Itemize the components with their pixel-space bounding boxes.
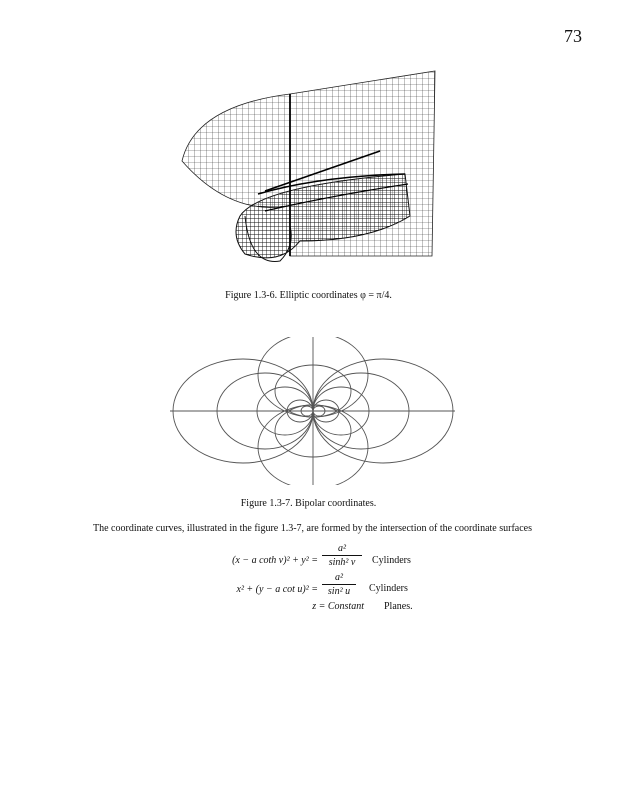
equation-2-fraction bbox=[322, 572, 356, 597]
equation-2-label: Cylinders bbox=[369, 583, 408, 594]
equation-1-lhs: (x − a coth v)² + y² = bbox=[232, 555, 318, 566]
equation-1-numerator: a² bbox=[322, 543, 362, 556]
equation-2-lhs: x² + (y − a cot u)² = bbox=[236, 584, 318, 595]
figure1-caption: Figure 1.3-6. Elliptic coordinates φ = π/4. bbox=[225, 290, 392, 301]
equation-1-label: Cylinders bbox=[372, 555, 411, 566]
equation-1-fraction bbox=[322, 543, 362, 568]
equation-3-label: Planes. bbox=[384, 601, 413, 612]
body-paragraph: The coordinate curves, illustrated in the figure 1.3-7, are formed by the intersection of the coordinate surfaces bbox=[93, 523, 532, 534]
equation-1 bbox=[0, 551, 318, 581]
elliptic-coordinates-figure bbox=[170, 66, 440, 276]
equation-2-numerator: a² bbox=[322, 572, 356, 585]
equation-3-lhs: z = Constant bbox=[312, 601, 364, 612]
equation-3 bbox=[0, 601, 364, 615]
equation-1-denominator: sinh² v bbox=[328, 557, 356, 568]
equation-2-denominator: sin² u bbox=[327, 586, 351, 597]
bipolar-coordinates-figure bbox=[170, 337, 455, 485]
figure2-caption: Figure 1.3-7. Bipolar coordinates. bbox=[240, 498, 377, 509]
page-number: 73 bbox=[564, 26, 582, 46]
